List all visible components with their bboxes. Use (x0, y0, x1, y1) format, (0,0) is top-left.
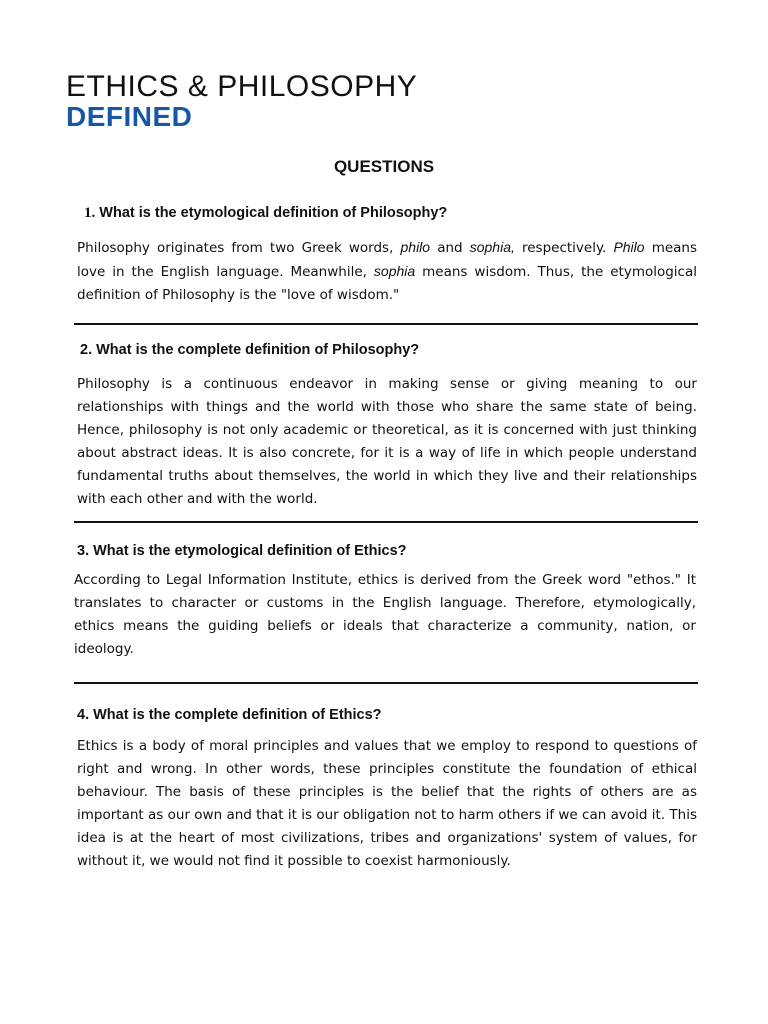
question-3-text: What is the etymological definition of Ethics? (93, 543, 407, 559)
question-3 (77, 543, 407, 559)
answer-4: Ethics is a body of moral principles and values that we employ to respond to questions of right and wrong. In other words, these principles constitute the foundation of ethical behaviour. The basis of these principles is the belief that the rights of others are as important as our own and that it is our obligation not to harm others if we can avoid it. This idea is at the heart of most civilizations, tribes and organizations' system of values, for without it, we would not find it possible to coexist harmoniously. (77, 738, 697, 869)
answer-1-sophia: sophia, (469, 239, 515, 255)
answer-1-part3: means love in the English language. Meanwhile, (77, 240, 698, 280)
answer-3: According to Legal Information Institute, ethics is derived from the Greek word "ethos." It translates to character or customs in the English language. Therefore, etymologically, ethics means the guiding beliefs or ideals that characterize a community, nation, or ideology. (74, 572, 696, 657)
answer-1-part2: respectively. (521, 240, 607, 256)
answer-1-philo2: Philo (613, 239, 645, 255)
question-4-text: What is the complete definition of Ethics? (93, 707, 382, 723)
question-1 (84, 205, 447, 222)
answer-1-philo: philo (400, 239, 431, 255)
answer-1-part4: means wisdom. Thus, the etymological definition of Philosophy is the "love of wisdom." (77, 264, 698, 303)
document-title: ETHICS & PHILOSOPHY (66, 70, 418, 103)
question-2 (80, 342, 419, 358)
question-4 (77, 707, 382, 723)
question-4-number: 4. (77, 707, 90, 723)
divider-1 (74, 323, 698, 325)
divider-3 (74, 682, 698, 684)
divider-2 (74, 521, 698, 523)
answer-1-part1: Philosophy originates from two Greek words, (77, 240, 394, 256)
question-1-number: 1. (84, 205, 96, 221)
answer-1-and: and (437, 240, 463, 256)
answer-1-sophia2: sophia (373, 263, 416, 279)
document-subtitle: DEFINED (66, 101, 193, 132)
question-2-number: 2. (80, 342, 93, 358)
answer-1 (77, 236, 697, 307)
question-1-text: What is the etymological definition of Philosophy? (99, 205, 448, 221)
answer-2: Philosophy is a continuous endeavor in making sense or giving meaning to our relationships with things and the world with those who share the same state of being. Hence, philosophy is not only academic or theoretical, as it is concerned with just thinking about abstract ideas. It is also concrete, for it is a way of life in which people understand fundamental truths about themselves, the world in which they live and their relationships with each other and with the world. (77, 376, 697, 507)
question-2-text: What is the complete definition of Philosophy? (96, 342, 420, 358)
question-3-number: 3. (77, 543, 90, 559)
section-heading: QUESTIONS (333, 157, 435, 176)
